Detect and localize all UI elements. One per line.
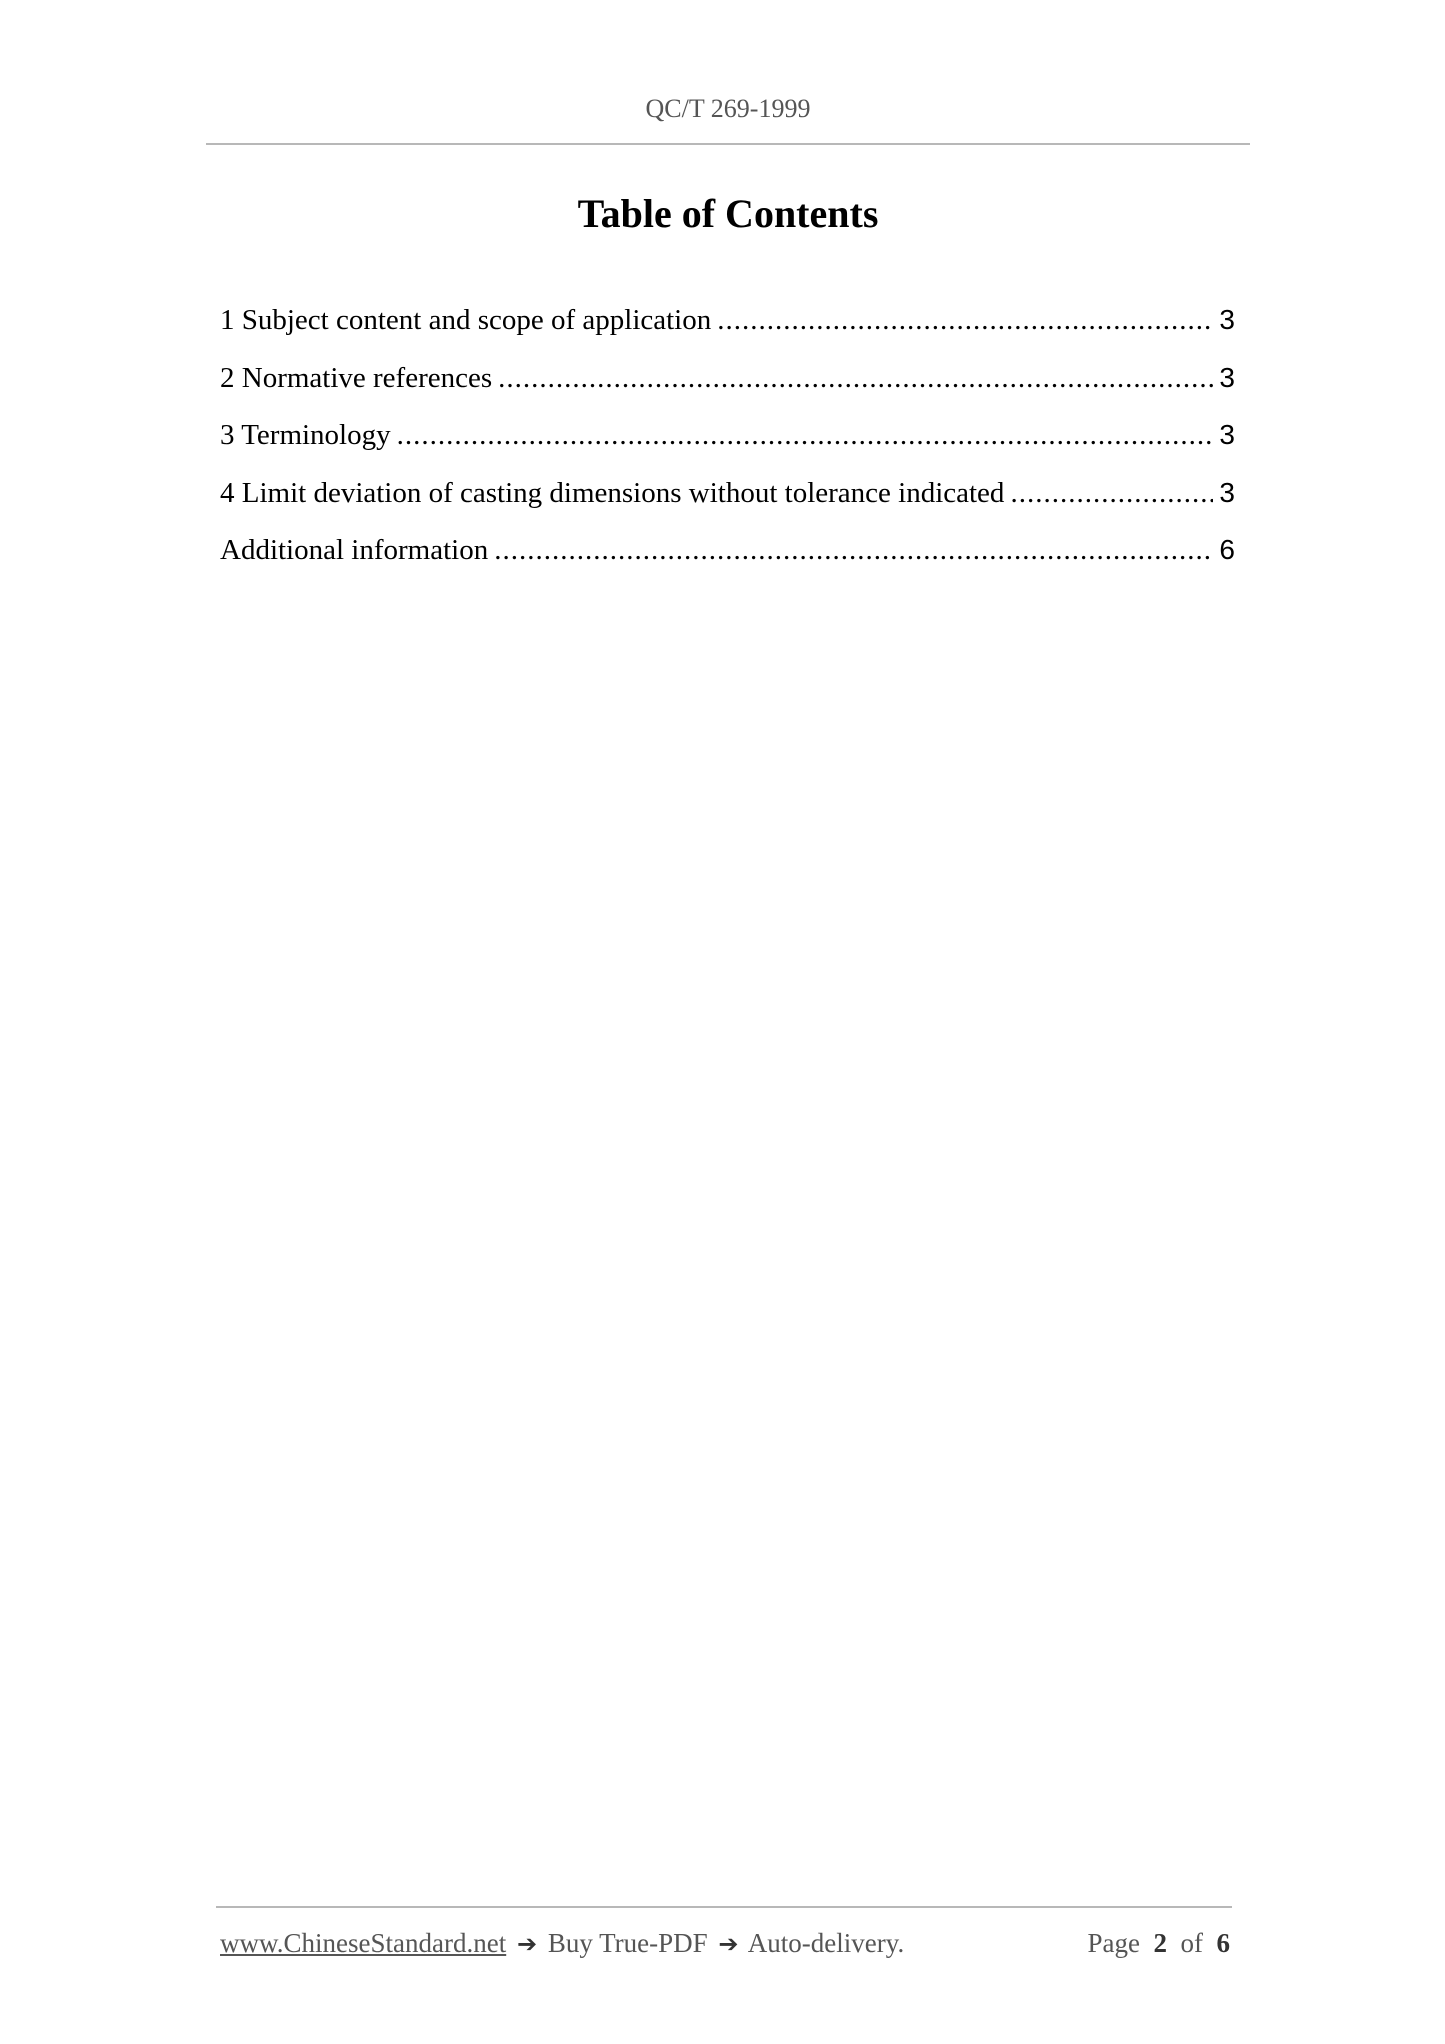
toc-entry-label: 3 Terminology xyxy=(220,419,391,451)
toc-entry-label: 1 Subject content and scope of application xyxy=(220,304,712,336)
site-link[interactable]: www.ChineseStandard.net xyxy=(220,1928,507,1958)
total-pages: 6 xyxy=(1216,1928,1230,1958)
dot-leader xyxy=(717,298,1213,342)
toc-entry-page: 3 xyxy=(1219,304,1235,335)
page-footer xyxy=(220,1925,1230,1965)
document-id: QC/T 269-1999 xyxy=(645,94,811,123)
dot-leader xyxy=(397,413,1214,457)
dot-leader xyxy=(1010,471,1213,515)
dot-leader xyxy=(494,528,1213,572)
right-arrow-icon: ➔ xyxy=(718,1930,739,1958)
toc-entry-page: 6 xyxy=(1219,534,1235,565)
toc-entry-terminology[interactable] xyxy=(220,413,1235,471)
dot-leader xyxy=(498,356,1213,400)
toc-entry-normative-references[interactable] xyxy=(220,356,1235,414)
current-page: 2 xyxy=(1153,1928,1167,1958)
toc-entry-page: 3 xyxy=(1219,361,1235,393)
toc-entry-page: 3 xyxy=(1219,419,1235,450)
toc-entry-label: Additional information xyxy=(220,534,489,566)
toc-entry-label: 4 Limit deviation of casting dimensions without tolerance indicated xyxy=(220,476,1005,509)
toc-title: Table of Contents xyxy=(577,191,879,236)
auto-delivery-text: Auto-delivery. xyxy=(747,1928,905,1958)
toc-entry-limit-deviation[interactable] xyxy=(220,471,1235,529)
buy-true-pdf-text: Buy True-PDF xyxy=(547,1928,708,1958)
footer-promo xyxy=(220,1925,904,1962)
page-of-word: of xyxy=(1180,1928,1203,1958)
toc-entry-page: 3 xyxy=(1219,476,1235,508)
toc-entry-additional-information[interactable] xyxy=(220,528,1235,586)
right-arrow-icon: ➔ xyxy=(516,1930,538,1958)
toc-entry-subject-content[interactable] xyxy=(220,298,1235,356)
toc-entry-label: 2 Normative references xyxy=(220,361,493,394)
page-header xyxy=(206,92,1250,126)
page-word: Page xyxy=(1087,1928,1140,1958)
page-number xyxy=(1088,1925,1230,1961)
header-divider xyxy=(206,143,1250,145)
toc-list xyxy=(220,298,1235,586)
footer-divider xyxy=(216,1906,1232,1908)
